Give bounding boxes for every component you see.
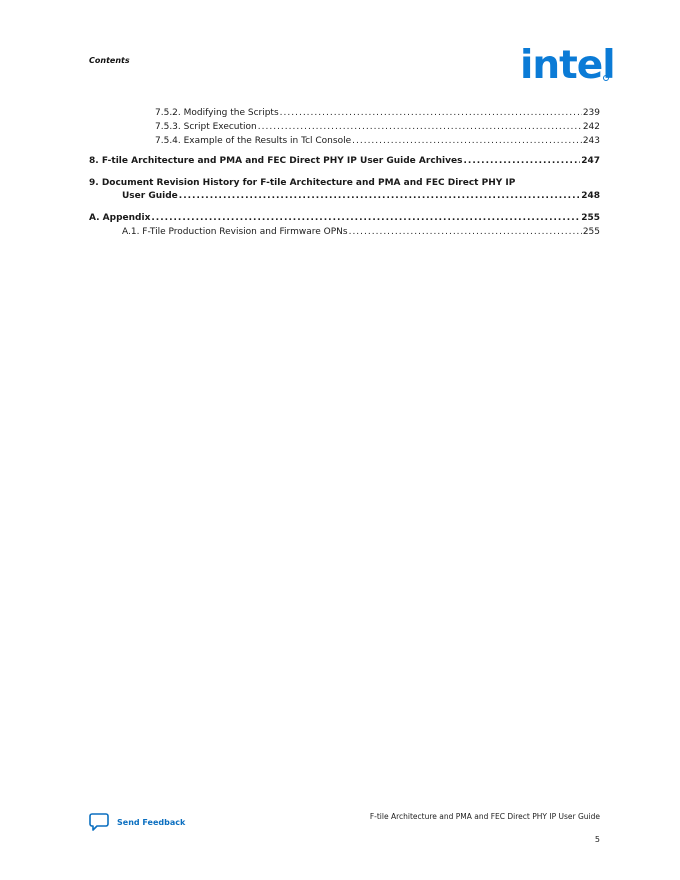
speech-bubble-icon xyxy=(89,812,109,832)
toc-entry-title: A. Appendix xyxy=(89,213,151,223)
toc-entry-7-5-3[interactable] xyxy=(89,120,600,134)
send-feedback-link[interactable] xyxy=(89,812,185,832)
toc-entry-page: 248 xyxy=(581,191,600,201)
registered-mark-icon xyxy=(603,75,609,81)
toc-entry-title: 7.5.4. Example of the Results in Tcl Console xyxy=(155,136,352,146)
toc-leader-dots xyxy=(349,225,582,239)
section-label: Contents xyxy=(89,56,130,65)
toc-entry-title: 7.5.2. Modifying the Scripts xyxy=(155,108,279,118)
toc-entry-page: 255 xyxy=(582,227,600,237)
send-feedback-label[interactable]: Send Feedback xyxy=(117,817,186,827)
toc-entry-page: 242 xyxy=(582,122,600,132)
toc-leader-dots xyxy=(463,155,580,168)
toc-entry-title-line2: User Guide xyxy=(122,191,178,201)
toc-entry-page: 247 xyxy=(581,156,600,166)
toc-entry-page: 243 xyxy=(582,136,600,146)
toc-leader-dots xyxy=(352,134,582,148)
toc-leader-dots xyxy=(280,106,582,120)
toc-entry-page: 255 xyxy=(581,213,600,223)
toc-leader-dots xyxy=(179,190,580,203)
toc-entry-appendix-a[interactable] xyxy=(89,212,600,225)
toc-entry-title: 7.5.3. Script Execution xyxy=(155,122,257,132)
intel-logo: intel xyxy=(520,43,615,88)
toc-entry-a-1[interactable] xyxy=(89,225,600,239)
toc-entry-title: 8. F-tile Architecture and PMA and FEC Direct PHY IP User Guide Archives xyxy=(89,156,463,166)
toc-entry-title-line1: 9. Document Revision History for F-tile Architecture and PMA and FEC Direct PHY IP xyxy=(89,178,516,188)
toc-entry-page: 239 xyxy=(582,108,600,118)
toc-leader-dots xyxy=(258,120,582,134)
toc-entry-7-5-2[interactable] xyxy=(89,106,600,120)
toc-entry-title: A.1. F-Tile Production Revision and Firmware OPNs xyxy=(122,227,348,237)
footer-document-title: F-tile Architecture and PMA and FEC Direct PHY IP User Guide xyxy=(369,812,600,821)
toc-entry-chapter-8[interactable] xyxy=(89,155,600,168)
toc-leader-dots xyxy=(151,212,580,225)
table-of-contents xyxy=(89,106,600,239)
page-number: 5 xyxy=(594,835,600,844)
toc-entry-7-5-4[interactable] xyxy=(89,134,600,148)
toc-entry-chapter-9[interactable] xyxy=(89,177,600,203)
